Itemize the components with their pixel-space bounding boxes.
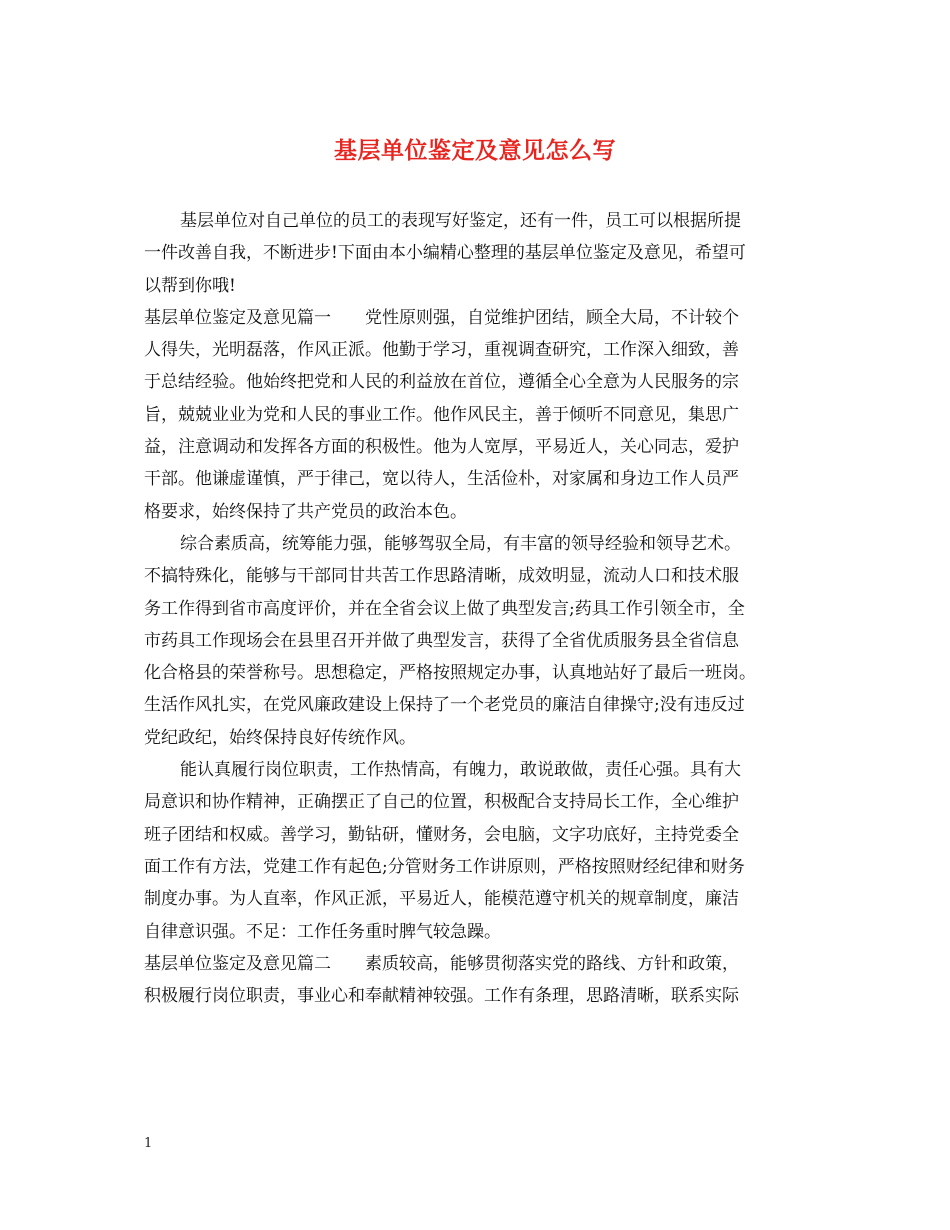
text-line: 益，注意调动和发挥各方面的积极性。他为人宽厚，平易近人，关心同志，爱护 — [144, 437, 739, 458]
text-line: 化合格县的荣誉称号。思想稳定，严格按照规定办事，认真地站好了最后一班岗。 — [144, 663, 756, 684]
text-line: 务工作得到省市高度评价，并在全省会议上做了典型发言;药具工作引领全市，全 — [144, 598, 745, 619]
text-line: 基层单位鉴定及意见篇二 素质较高，能够贯彻落实党的路线、方针和政策， — [144, 953, 739, 974]
text-line: 旨，兢兢业业为党和人民的事业工作。他作风民主，善于倾听不同意见，集思广 — [144, 404, 739, 425]
text-line: 党纪政纪，始终保持良好传统作风。 — [144, 727, 416, 748]
text-line: 综合素质高，统筹能力强，能够驾驭全局，有丰富的领导经验和领导艺术。 — [180, 533, 741, 554]
document-title: 基层单位鉴定及意见怎么写 — [334, 137, 616, 164]
text-line: 基层单位鉴定及意见篇一 党性原则强，自觉维护团结，顾全大局，不计较个 — [144, 307, 739, 328]
text-line: 人得失，光明磊落，作风正派。他勤于学习，重视调查研究，工作深入细致，善 — [144, 340, 739, 361]
text-line: 不搞特殊化，能够与干部同甘共苦工作思路清晰，成效明显，流动人口和技术服 — [144, 566, 739, 587]
text-line: 自律意识强。不足：工作任务重时脾气较急躁。 — [144, 921, 501, 942]
text-line: 格要求，始终保持了共产党员的政治本色。 — [144, 501, 467, 522]
text-line: 面工作有方法，党建工作有起色;分管财务工作讲原则，严格按照财经纪律和财务 — [144, 856, 745, 877]
page-number: 1 — [144, 1136, 153, 1151]
text-line: 生活作风扎实，在党风廉政建设上保持了一个老党员的廉洁自律操守;没有违反过 — [144, 695, 745, 716]
text-line: 一件改善自我，不断进步!下面由本小编精心整理的基层单位鉴定及意见，希望可 — [144, 243, 746, 264]
text-line: 局意识和协作精神，正确摆正了自己的位置，积极配合支持局长工作，全心维护 — [144, 792, 739, 813]
text-line: 于总结经验。他始终把党和人民的利益放在首位，遵循全心全意为人民服务的宗 — [144, 372, 739, 393]
text-line: 基层单位对自己单位的员工的表现写好鉴定，还有一件，员工可以根据所提 — [180, 211, 741, 231]
text-line: 能认真履行岗位职责，工作热情高，有魄力，敢说敢做，责任心强。具有大 — [180, 760, 741, 781]
document-body — [144, 205, 812, 1012]
text-line: 干部。他谦虚谨慎，严于律己，宽以待人，生活俭朴，对家属和身边工作人员严 — [144, 469, 739, 490]
text-line: 制度办事。为人直率，作风正派，平易近人，能模范遵守机关的规章制度，廉洁 — [144, 889, 739, 910]
text-line: 市药具工作现场会在县里召开并做了典型发言，获得了全省优质服务县全省信息 — [144, 630, 739, 651]
text-line: 以帮到你哦! — [144, 275, 236, 296]
text-line: 班子团结和权威。善学习，勤钻研，懂财务，会电脑，文字功底好，主持党委全 — [144, 824, 739, 845]
text-line: 积极履行岗位职责，事业心和奉献精神较强。工作有条理，思路清晰，联系实际 — [144, 986, 739, 1007]
